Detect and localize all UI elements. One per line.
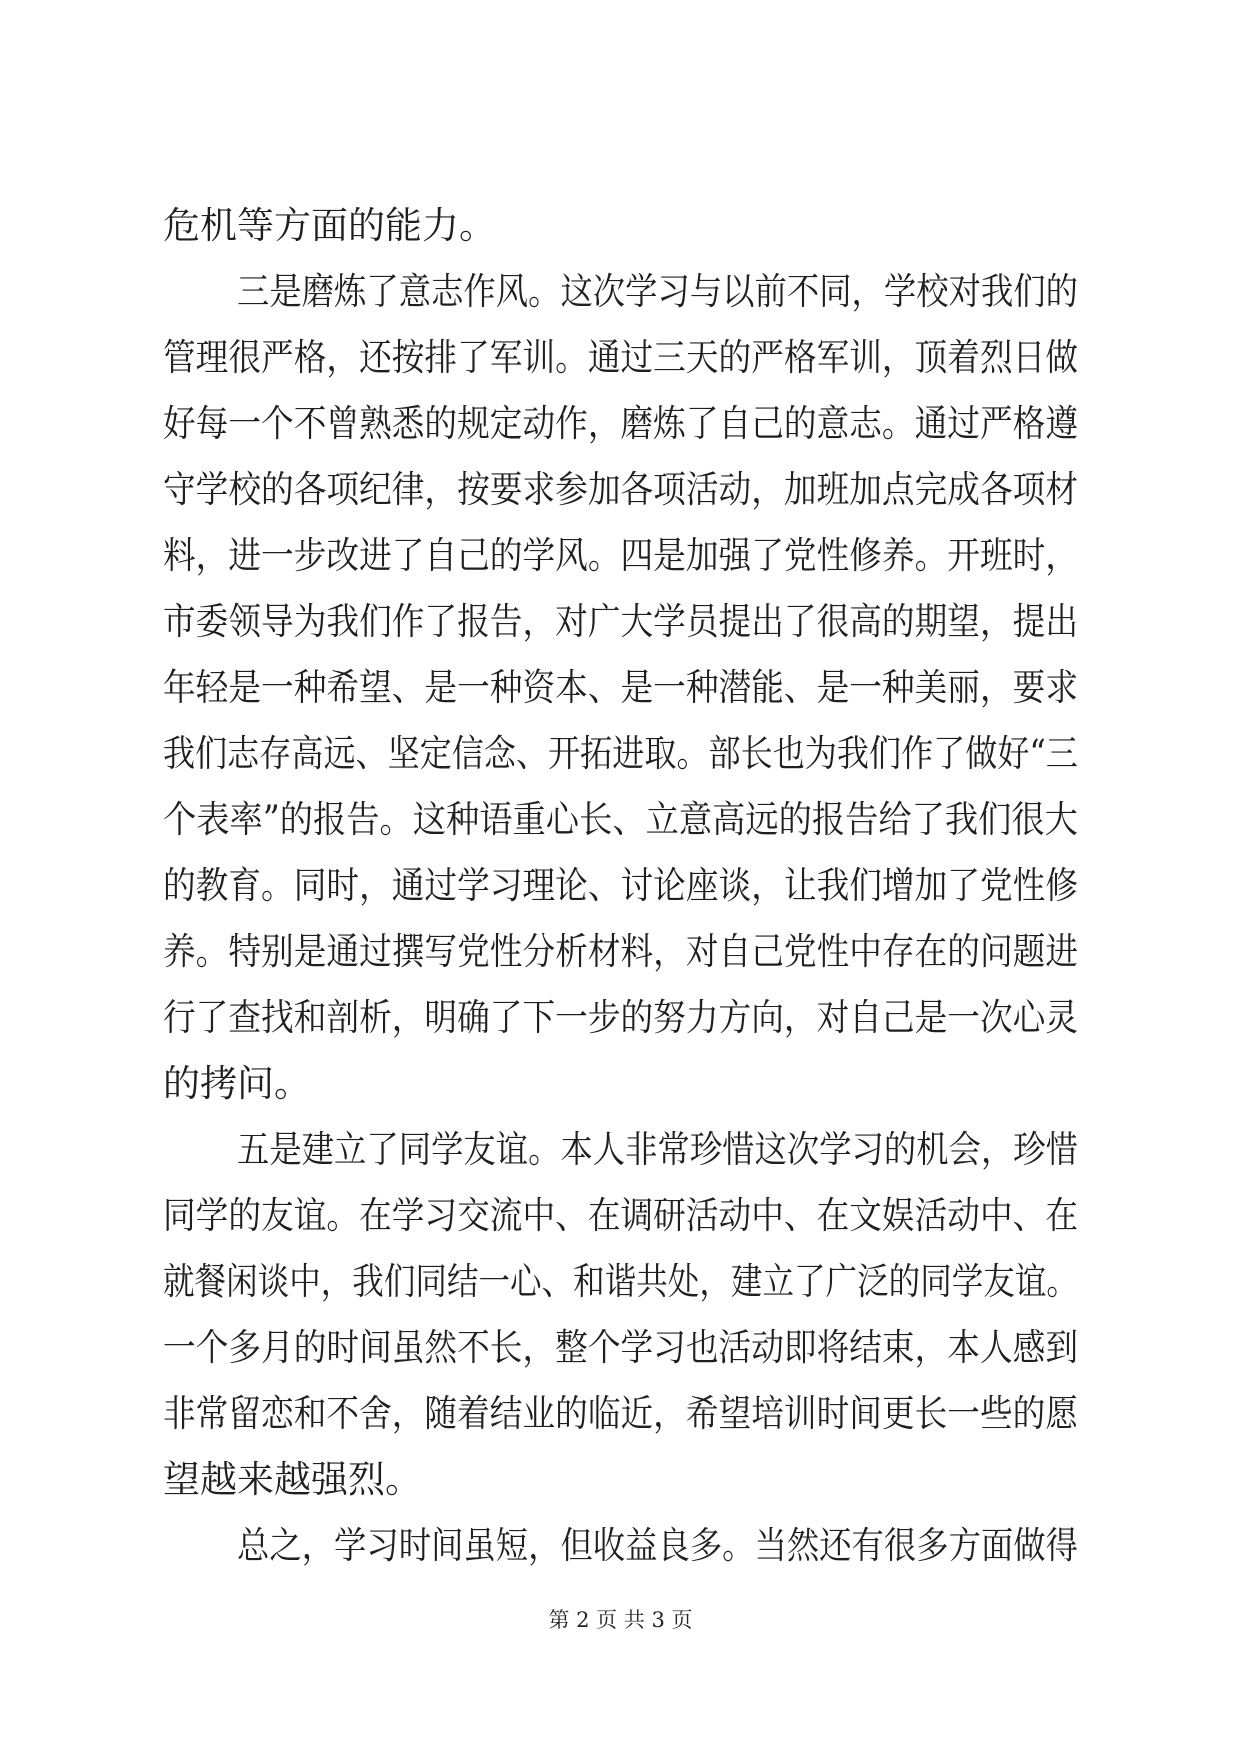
text-line: 守学校的各项纪律，按要求参加各项活动，加班加点完成各项材 xyxy=(163,468,1078,511)
text-line: 的教育。同时，通过学习理论、讨论座谈，让我们增加了党性修 xyxy=(163,864,1078,907)
text-line: 料，进一步改进了自己的学风。四是加强了党性修养。开班时， xyxy=(163,534,1078,577)
text-line: 同学的友谊。在学习交流中、在调研活动中、在文娱活动中、在 xyxy=(163,1194,1078,1237)
text-line: 市委领导为我们作了报告，对广大学员提出了很高的期望，提出 xyxy=(163,600,1078,643)
paragraph-first-line: 五是建立了同学友谊。本人非常珍惜这次学习的机会，珍惜 xyxy=(237,1128,1078,1171)
text-line: 养。特别是通过撰写党性分析材料，对自己党性中存在的问题进 xyxy=(163,930,1078,973)
paragraph-first-line: 三是磨炼了意志作风。这次学习与以前不同，学校对我们的 xyxy=(237,270,1078,313)
page-number-footer: 第 2 页 共 3 页 xyxy=(548,1608,693,1632)
text-line: 的拷问。 xyxy=(163,1062,311,1105)
text-line: 望越来越强烈。 xyxy=(163,1458,422,1501)
text-line: 我们志存高远、坚定信念、开拓进取。部长也为我们作了做好“三 xyxy=(163,732,1078,775)
text-line: 管理很严格，还按排了军训。通过三天的严格军训，顶着烈日做 xyxy=(163,336,1078,379)
paragraph-first-line: 总之，学习时间虽短，但收益良多。当然还有很多方面做得 xyxy=(237,1524,1078,1567)
text-line: 一个多月的时间虽然不长，整个学习也活动即将结束，本人感到 xyxy=(163,1326,1078,1369)
text-line: 个表率”的报告。这种语重心长、立意高远的报告给了我们很大 xyxy=(163,798,1078,841)
text-line: 危机等方面的能力。 xyxy=(163,204,496,247)
text-line: 非常留恋和不舍，随着结业的临近，希望培训时间更长一些的愿 xyxy=(163,1392,1078,1435)
text-line: 年轻是一种希望、是一种资本、是一种潜能、是一种美丽，要求 xyxy=(163,666,1078,709)
text-line: 行了查找和剖析，明确了下一步的努力方向，对自己是一次心灵 xyxy=(163,996,1078,1039)
text-line: 好每一个不曾熟悉的规定动作，磨炼了自己的意志。通过严格遵 xyxy=(163,402,1078,445)
text-line: 就餐闲谈中，我们同结一心、和谐共处，建立了广泛的同学友谊。 xyxy=(163,1260,1078,1303)
